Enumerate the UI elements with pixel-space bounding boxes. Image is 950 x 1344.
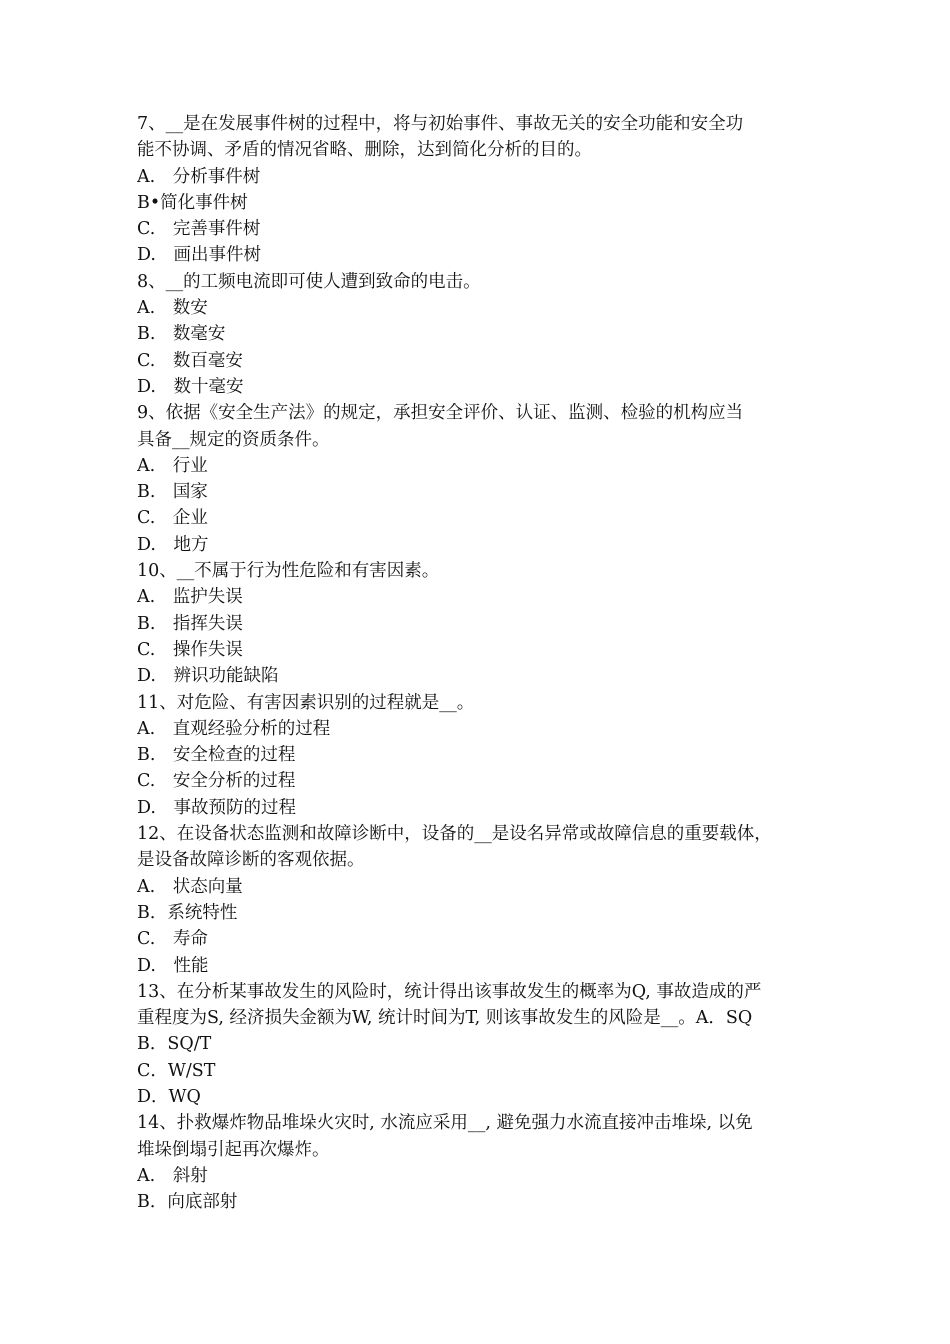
question-text-line: 能不协调、矛盾的情况省略、删除，达到简化分析的目的。 [137,140,592,161]
answer-option: B. 国家 [137,482,208,503]
answer-option: B．系统特性 [137,902,238,923]
answer-option: D. 地方 [137,534,209,555]
question-text-line: 7、__是在发展事件树的过程中，将与初始事件、事故无关的安全功能和安全功 [137,114,744,134]
answer-option: C. 操作失误 [137,639,243,660]
answer-option: D．WQ [137,1086,201,1107]
question-item [137,269,819,400]
question-list [137,111,819,1215]
answer-option: A. 数安 [137,298,208,319]
question-item [137,690,819,821]
answer-option: A. 分析事件树 [137,166,261,187]
question-text-line: 9、依据《安全生产法》的规定，承担安全评价、认证、监测、检验的机构应当 [137,403,744,424]
answer-option: B•简化事件树 [137,192,248,213]
answer-option: B. 数毫安 [137,324,226,345]
question-text-line: 8、__的工频电流即可使人遭到致命的电击。 [137,271,481,292]
answer-option: B. 安全检查的过程 [137,745,296,766]
answer-option: B．向底部射 [137,1192,238,1213]
question-text-line: 是设备故障诊断的客观依据。 [137,850,365,871]
answer-option: C. 完善事件树 [137,219,261,240]
question-item [137,111,819,269]
answer-option: C. 数百毫安 [137,350,243,371]
question-item [137,1110,819,1215]
question-text-line: 11、对危险、有害因素识别的过程就是__。 [137,692,475,713]
answer-option: D. 数十毫安 [137,376,244,397]
question-item [137,979,819,1110]
answer-option: D. 辨识功能缺陷 [137,666,279,687]
answer-option: D. 画出事件树 [137,245,261,266]
answer-option: B．SQ/T [137,1034,212,1055]
question-item [137,821,819,979]
answer-option: A. 斜射 [137,1165,208,1186]
question-text-line: 13、在分析某事故发生的风险时，统计得出该事故发生的概率为Q, 事故造成的严 [137,981,762,1002]
question-item [137,400,819,558]
question-text-line: 具备__规定的资质条件。 [137,429,330,450]
answer-option: A. 状态向量 [137,876,243,897]
answer-option: C. 安全分析的过程 [137,771,296,792]
answer-option: D. 性能 [137,955,209,976]
answer-option: C. 企业 [137,508,208,529]
question-item [137,558,819,689]
answer-option: A. 直观经验分析的过程 [137,718,331,739]
answer-option: C．W/ST [137,1060,216,1081]
answer-option: A. 监护失误 [137,587,243,608]
answer-option: D. 事故预防的过程 [137,797,296,818]
question-text-line: 堆垛倒塌引起再次爆炸。 [137,1139,330,1160]
question-text-line: 12、在设备状态监测和故障诊断中，设备的__是设名异常或故障信息的重要载体， [137,824,772,845]
question-text-line: 10、__不属于行为性危险和有害因素。 [137,561,440,582]
question-text-line: 14、扑救爆炸物品堆垛火灾时, 水流应采用__, 避免强力水流直接冲击堆垛, 以免 [137,1113,753,1134]
answer-option: C. 寿命 [137,929,208,950]
question-text-line: 重程度为S, 经济损失金额为W, 统计时间为T, 则该事故发生的风险是__。A．SQ [137,1008,753,1029]
answer-option: A. 行业 [137,455,208,476]
answer-option: B. 指挥失误 [137,613,243,634]
